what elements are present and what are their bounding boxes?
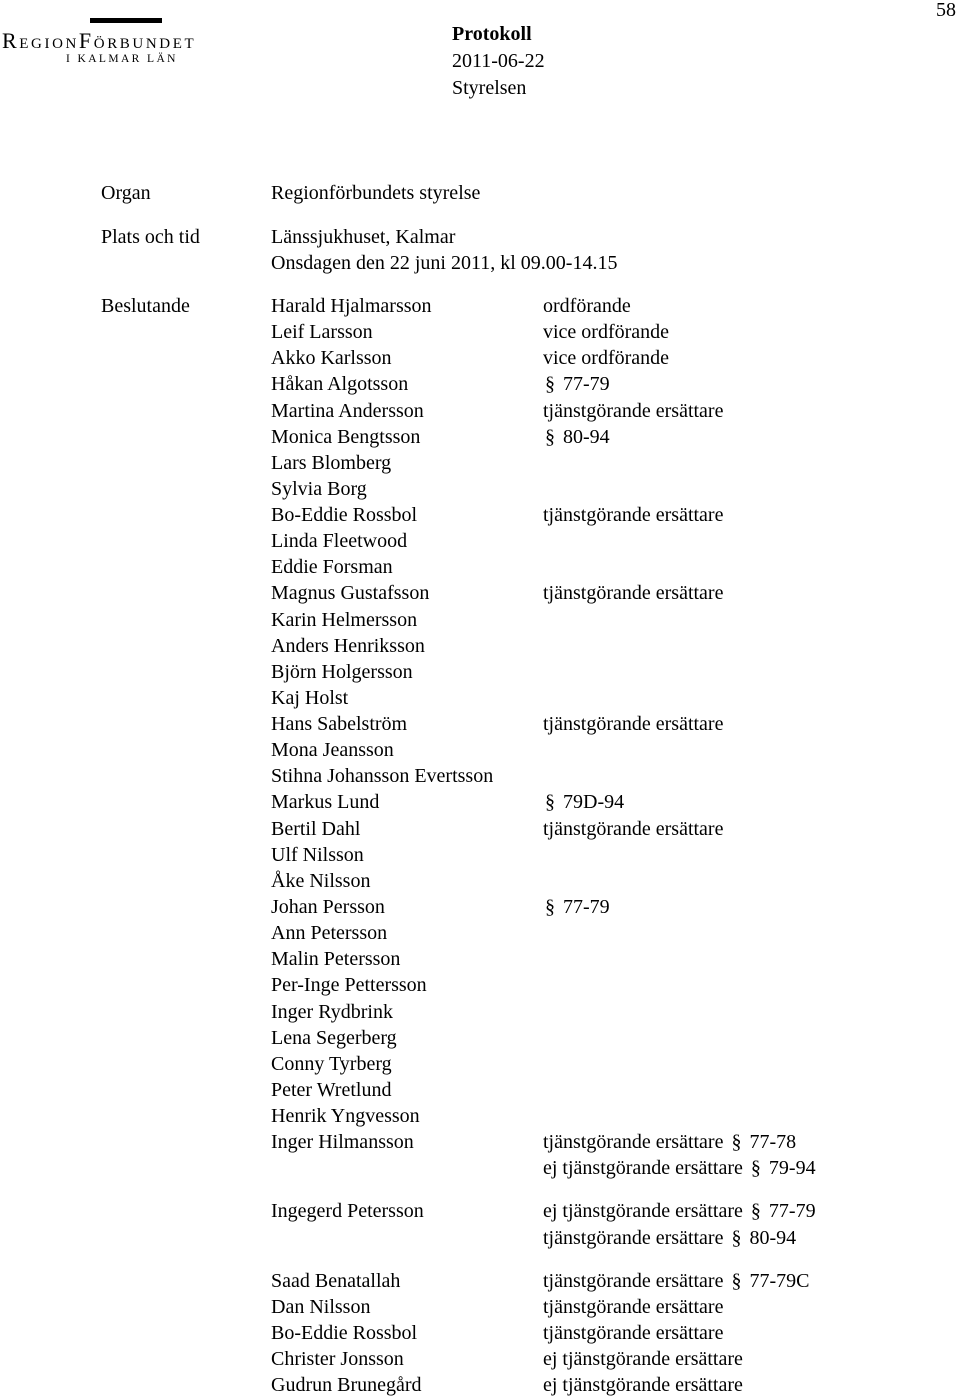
member-role: tjänstgörande ersättare [543, 582, 724, 604]
plats-place: Länssjukhuset, Kalmar [271, 226, 456, 248]
member-name: Johan Persson [271, 896, 385, 918]
member-name: Peter Wretlund [271, 1079, 392, 1101]
logo-line1: RegionFörbundet [2, 28, 197, 53]
section-symbol: § [545, 426, 555, 448]
logo-bar [90, 18, 162, 23]
member-name: Karin Helmersson [271, 609, 418, 631]
other-name: Gudrun Brunegård [271, 1374, 422, 1396]
other-role: tjänstgörande ersättare § 77-79C [543, 1270, 810, 1292]
logo-line2: I KALMAR LÄN [66, 53, 178, 65]
member-name: Magnus Gustafsson [271, 582, 430, 604]
member-name: Martina Andersson [271, 400, 424, 422]
member-name: Anders Henriksson [271, 635, 425, 657]
other-name: Dan Nilsson [271, 1296, 371, 1318]
member-name: Mona Jeansson [271, 739, 394, 761]
member-name: Henrik Yngvesson [271, 1105, 420, 1127]
organ-label: Organ [101, 182, 151, 204]
document-date: 2011-06-22 [452, 50, 545, 72]
member-name: Björn Holgersson [271, 661, 413, 683]
member-name: Inger Rydbrink [271, 1001, 393, 1023]
member-name: Akko Karlsson [271, 347, 392, 369]
ersattare-name: Ingegerd Petersson [271, 1200, 424, 1222]
member-name: Bo-Eddie Rossbol [271, 504, 418, 526]
member-name: Eddie Forsman [271, 556, 393, 578]
member-name: Leif Larsson [271, 321, 373, 343]
member-role: ordförande [543, 295, 631, 317]
member-name: Linda Fleetwood [271, 530, 408, 552]
section-symbol: § [545, 373, 555, 395]
member-paragraphs: § 77-79 [545, 373, 610, 395]
ersattare-name: Inger Hilmansson [271, 1131, 414, 1153]
other-role: ej tjänstgörande ersättare [543, 1348, 743, 1370]
member-name: Hans Sabelström [271, 713, 408, 735]
section-symbol: § [750, 1157, 761, 1179]
member-role: tjänstgörande ersättare [543, 713, 724, 735]
page-number: 58 [936, 0, 956, 21]
member-paragraphs: § 80-94 [545, 426, 610, 448]
member-name: Stihna Johansson Evertsson [271, 765, 494, 787]
regionforbundet-logo [0, 16, 232, 72]
document-header [452, 21, 545, 102]
plats-time: Onsdagen den 22 juni 2011, kl 09.00-14.15 [271, 252, 618, 274]
member-name: Conny Tyrberg [271, 1053, 392, 1075]
member-name: Markus Lund [271, 791, 380, 813]
member-name: Malin Petersson [271, 948, 401, 970]
member-name: Lena Segerberg [271, 1027, 397, 1049]
other-role: tjänstgörande ersättare [543, 1296, 724, 1318]
member-name: Åke Nilsson [271, 870, 371, 892]
member-paragraphs: § 79D-94 [545, 791, 625, 813]
other-role: tjänstgörande ersättare [543, 1322, 724, 1344]
document-body: Styrelsen [452, 77, 527, 99]
ersattare-role: tjänstgörande ersättare § 80-94 [543, 1227, 797, 1249]
ersattare-role: ej tjänstgörande ersättare § 77-79 [543, 1200, 816, 1222]
member-role: tjänstgörande ersättare [543, 818, 724, 840]
beslutande-label: Beslutande [101, 295, 190, 317]
section-symbol: § [750, 1200, 761, 1222]
member-role: vice ordförande [543, 321, 670, 343]
ersattare-role: tjänstgörande ersättare § 77-78 [543, 1131, 797, 1153]
section-symbol: § [731, 1227, 742, 1249]
member-name: Harald Hjalmarsson [271, 295, 432, 317]
member-name: Håkan Algotsson [271, 373, 409, 395]
member-name: Sylvia Borg [271, 478, 367, 500]
section-symbol: § [545, 896, 555, 918]
member-name: Ulf Nilsson [271, 844, 364, 866]
member-name: Ann Petersson [271, 922, 388, 944]
member-paragraphs: § 77-79 [545, 896, 610, 918]
other-name: Bo-Eddie Rossbol [271, 1322, 418, 1344]
member-name: Lars Blomberg [271, 452, 392, 474]
member-role: vice ordförande [543, 347, 670, 369]
other-name: Saad Benatallah [271, 1270, 401, 1292]
section-symbol: § [731, 1270, 742, 1292]
other-role: ej tjänstgörande ersättare [543, 1374, 743, 1396]
member-role: tjänstgörande ersättare [543, 504, 724, 526]
organ-value: Regionförbundets styrelse [271, 182, 481, 204]
member-name: Per-Inge Pettersson [271, 974, 427, 996]
ersattare-role: ej tjänstgörande ersättare § 79-94 [543, 1157, 816, 1179]
member-name: Bertil Dahl [271, 818, 361, 840]
other-name: Christer Jonsson [271, 1348, 404, 1370]
document-title: Protokoll [452, 23, 532, 45]
section-symbol: § [731, 1131, 742, 1153]
member-role: tjänstgörande ersättare [543, 400, 724, 422]
member-name: Kaj Holst [271, 687, 349, 709]
member-name: Monica Bengtsson [271, 426, 421, 448]
plats-label: Plats och tid [101, 226, 200, 248]
section-symbol: § [545, 791, 555, 813]
